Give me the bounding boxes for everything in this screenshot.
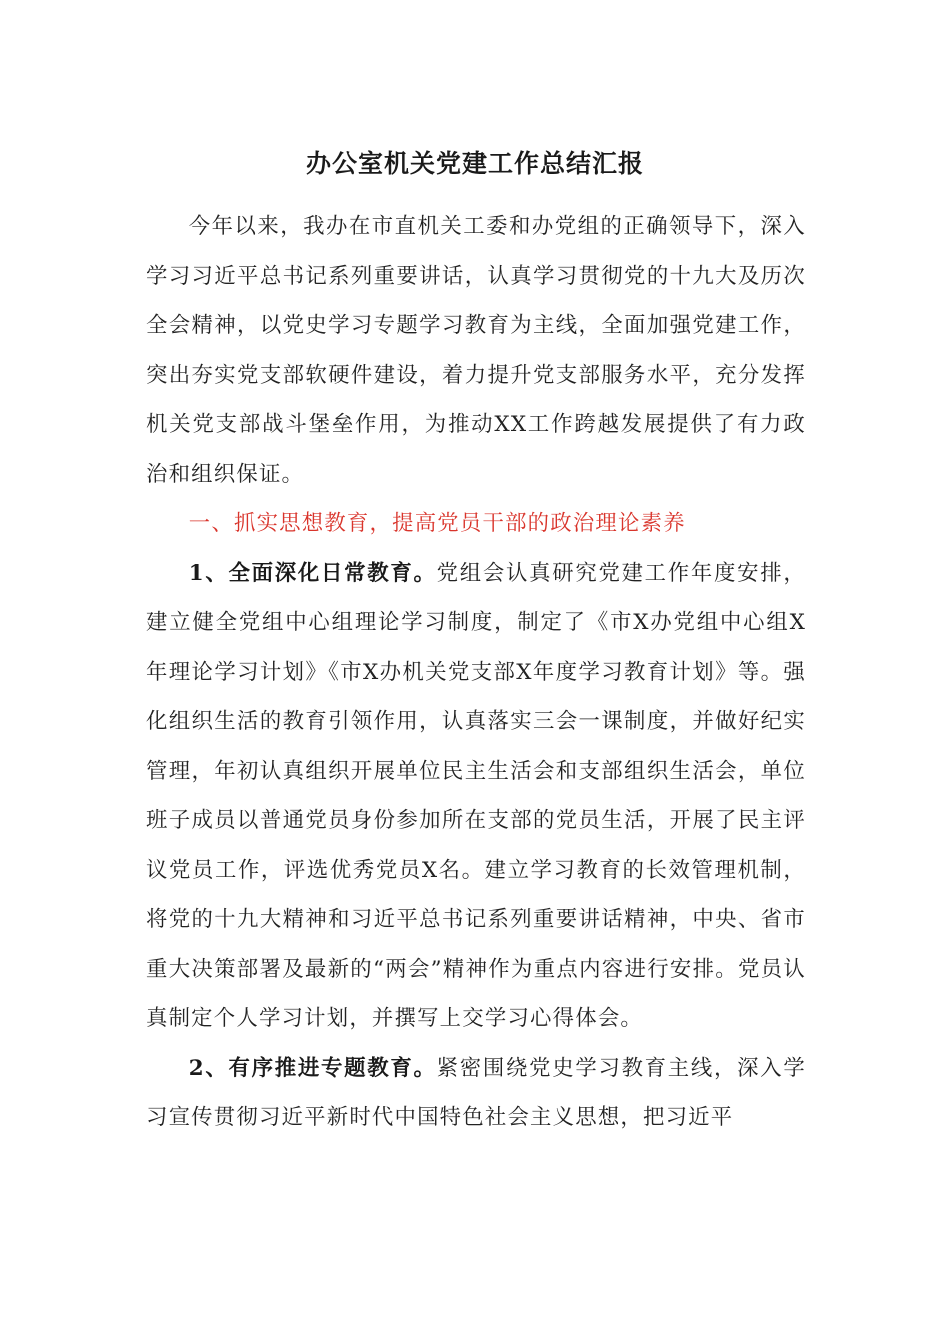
- intro-paragraph: 今年以来，我办在市直机关工委和办党组的正确领导下，深入学习习近平总书记系列重要讲话，认真学习贯彻党的十九大及历次全会精神，以党史学习专题学习教育为主线，全面加强党建工作，突出夯实党支部软硬件建设，着力提升党支部服务水平，充分发挥机关党支部战斗堡垒作用，为推动XX工作跨越发展提供了有力政治和组织保证。: [146, 214, 806, 487]
- item-2-lead: 2、有序推进专题教育。: [188, 1055, 437, 1081]
- section-heading: 一、抓实思想教育，提高党员干部的政治理论素养: [188, 511, 686, 536]
- item-2-text: 紧密围绕党史学习教育主线，深入学习宣传贯彻习近平新时代中国特色社会主义思想，把习近平: [146, 1055, 806, 1130]
- document-body: [146, 202, 806, 1143]
- item-1-paragraph: [146, 549, 806, 1044]
- item-1-lead: 1、全面深化日常教育。: [188, 560, 437, 586]
- item-2-paragraph: [146, 1044, 806, 1143]
- item-1-text: 党组会认真研究党建工作年度安排，建立健全党组中心组理论学习制度，制定了《市X办党组中心组X年理论学习计划》《市X办机关党支部X年度学习教育计划》等。强化组织生活的教育引领作用，认真落实三会一课制度，并做好纪实管理，年初认真组织开展单位民主生活会和支部组织生活会，单位班子成员以普通党员身份参加所在支部的党员生活，开展了民主评议党员工作，评选优秀党员X名。建立学习教育的长效管理机制，将党的十九大精神和习近平总书记系列重要讲话精神，中央、省市重大决策部署及最新的“两会”精神作为重点内容进行安排。党员认真制定个人学习计划，并撰写上交学习心得体会。: [146, 560, 806, 1031]
- document-title: 办公室机关党建工作总结汇报: [305, 149, 644, 178]
